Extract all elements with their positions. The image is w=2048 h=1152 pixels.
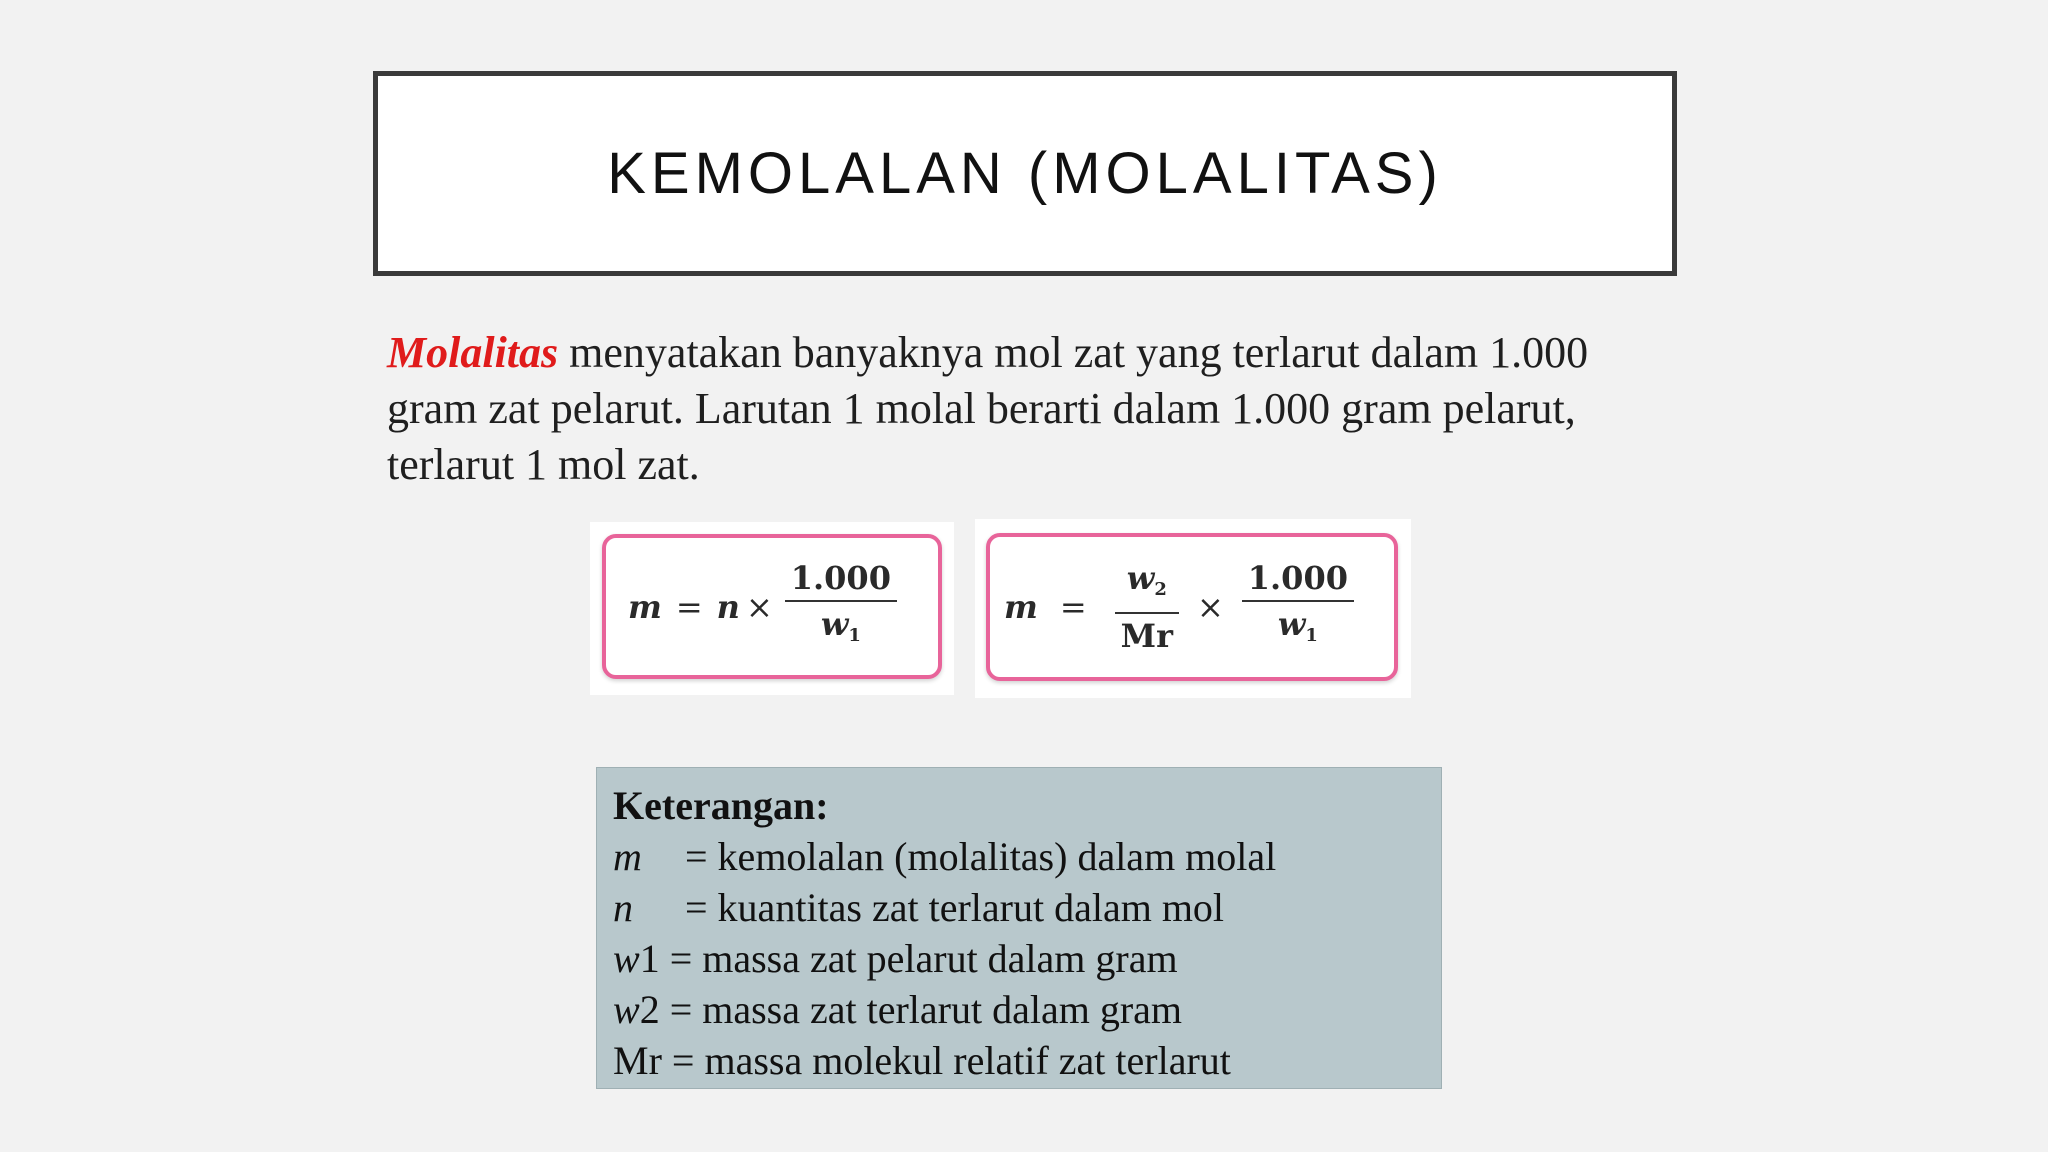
legend-symbol-mr: Mr <box>613 1038 662 1083</box>
legend-desc-w2: = massa zat terlarut dalam gram <box>659 987 1183 1032</box>
formula-box-2 <box>986 533 1398 681</box>
formula2-fraction-2 <box>1242 556 1354 658</box>
legend-symbol-w2: w <box>613 987 640 1032</box>
formula1-n: n <box>716 587 740 626</box>
legend-symbol-m: m <box>613 834 642 879</box>
formula2-frac1-numerator: w <box>1126 559 1155 597</box>
legend-row-mr <box>613 1035 1425 1086</box>
intro-text: menyatakan banyaknya mol zat yang terlarut dalam 1.000 gram zat pelarut. Larutan 1 molal berarti dalam 1.000 gram pelarut, terlarut 1 mol zat. <box>387 328 1589 489</box>
legend-box <box>596 767 1442 1089</box>
formula-box-1 <box>602 534 942 679</box>
title-box <box>373 71 1677 276</box>
legend-symbol-n: n <box>613 885 633 930</box>
formula2-equals: = <box>1059 588 1087 626</box>
formula1-equals: = <box>675 587 703 626</box>
legend-heading: Keterangan: <box>613 783 829 828</box>
legend-row-w1 <box>613 933 1425 984</box>
formula1-denominator: w <box>820 604 849 643</box>
formula2-frac2-denominator-sub: 1 <box>1305 625 1318 646</box>
legend-row-n <box>613 882 1425 933</box>
legend-symbol-w1: w <box>613 936 640 981</box>
formula1-denominator-sub: 1 <box>848 624 861 646</box>
formula-panel-2 <box>975 519 1411 698</box>
formula2-frac2-denominator: w <box>1277 605 1306 643</box>
formula-panel-1 <box>590 522 954 695</box>
formula2-frac1-denominator: Mr <box>1120 617 1173 655</box>
formula2-fraction-1 <box>1115 556 1179 658</box>
legend-desc-m: = kemolalan (molalitas) dalam molal <box>685 834 1277 879</box>
page-title: KEMOLALAN (MOLALITAS) <box>607 141 1443 206</box>
formula1-fraction <box>785 556 897 658</box>
legend-desc-w1: = massa zat pelarut dalam gram <box>659 936 1178 981</box>
formula2-times: × <box>1196 588 1224 626</box>
legend-symbol-w2-digit: 2 <box>639 987 660 1032</box>
formula1-numerator: 1.000 <box>790 558 891 597</box>
formula2-frac2-numerator: 1.000 <box>1247 559 1348 597</box>
intro-paragraph <box>387 325 1677 493</box>
legend-row-m <box>613 831 1425 882</box>
formula1-times: × <box>745 587 773 626</box>
formula1-lhs: m <box>628 587 662 626</box>
formula2-frac1-numerator-sub: 2 <box>1154 579 1167 600</box>
formula2-lhs: m <box>1004 588 1038 626</box>
legend-symbol-w1-digit: 1 <box>639 936 660 981</box>
legend-desc-n: = kuantitas zat terlarut dalam mol <box>685 885 1225 930</box>
legend-row-w2 <box>613 984 1425 1035</box>
legend-desc-mr: = massa molekul relatif zat terlarut <box>661 1038 1231 1083</box>
intro-term: Molalitas <box>387 328 559 377</box>
